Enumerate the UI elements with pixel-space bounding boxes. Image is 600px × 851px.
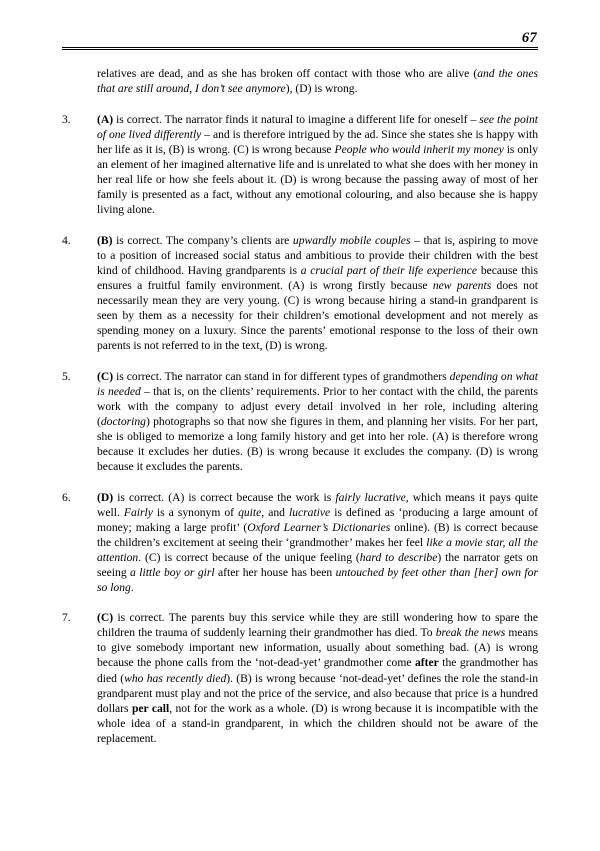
- text-run: the grandmother has died (: [97, 656, 538, 685]
- text-run: means to give somebody important new information, usually about something bad. (A) is wrong because the phone calls from the ‘not-dead-yet’ grandmother come: [97, 626, 538, 670]
- answer-explanation-item: [62, 369, 538, 474]
- answer-key-body: [62, 66, 538, 745]
- italic-phrase: Fairly: [123, 505, 153, 519]
- item-number: 5.: [62, 369, 71, 383]
- text-run: relatives are dead, and as she has broken off contact with those who are alive (: [97, 67, 478, 81]
- italic-phrase: Oxford Learner’s Dictionaries: [247, 520, 391, 534]
- italic-phrase: depending on what is needed: [97, 369, 539, 398]
- text-run: after her house has been: [214, 565, 336, 579]
- answer-explanation-item: [62, 610, 538, 745]
- text-run: is correct. The company’s clients are: [112, 233, 293, 247]
- item-text: [97, 369, 538, 474]
- text-run: is a synonym of: [152, 505, 239, 519]
- item-number: 7.: [62, 611, 71, 625]
- text-run: , which means it pays quite well.: [97, 490, 539, 519]
- text-run: – that is, on the clients’ requirements. Prior to her contact with the child, the parents work with the company to adjust every detail involved in her role, including altering (: [97, 384, 538, 428]
- header-divider-rule: [62, 47, 538, 50]
- page-content-column: [62, 0, 538, 746]
- page-number: 67: [521, 30, 537, 46]
- answer-explanation-item: [62, 233, 538, 353]
- bold-phrase: (A): [97, 112, 114, 126]
- text-run: is correct. The narrator can stand in for different types of grandmothers: [113, 369, 450, 383]
- item-number: 6.: [62, 490, 71, 504]
- text-run: is correct. The parents buy this service while they are still wondering how to spare the children the trauma of suddenly learning their grandmother has died. To: [97, 611, 538, 640]
- italic-phrase: see the point of one lived differently: [97, 112, 538, 142]
- italic-phrase: and the ones that are still around, I don’t see anymore: [97, 67, 539, 96]
- italic-phrase: People who would inherit my money: [334, 143, 504, 157]
- italic-phrase: untouched by feet other than [her] own for so long: [97, 565, 538, 594]
- bold-phrase: (D): [97, 490, 114, 504]
- text-run: .: [130, 580, 134, 594]
- answer-explanation-item: [62, 490, 538, 595]
- text-run: ) the narrator gets on seeing: [97, 550, 538, 579]
- italic-phrase: like a movie star, all the attention: [97, 535, 538, 564]
- text-run: , not for the work as a whole. (D) is wrong because it is incompatible with the whole idea of a stand-in grandparent, in which the children should not be aware of the replacement.: [97, 701, 539, 745]
- text-run: ) photographs so that now she figures in them, and planning her visits. For her part, she is obliged to memorize a long family history and get into her role. (A) is therefore wrong because it excludes her duties. (B) is wrong because it excludes the company. (D) is wrong because it excludes the parents.: [97, 414, 538, 473]
- item-number: 4.: [62, 233, 71, 247]
- italic-phrase: fairly lucrative: [335, 490, 406, 504]
- paragraph-continuation: [62, 66, 538, 96]
- item-text: [97, 610, 538, 745]
- text-run: is correct. The narrator finds it natural to imagine a different life for oneself –: [113, 112, 480, 126]
- bold-phrase: (C): [97, 611, 114, 625]
- item-number: 3.: [62, 112, 71, 126]
- italic-phrase: a crucial part of their life experience: [300, 263, 478, 277]
- text-run: is correct. (A) is correct because the work is: [113, 490, 336, 504]
- bold-phrase: per call: [131, 701, 170, 715]
- italic-phrase: lucrative: [288, 505, 331, 519]
- italic-phrase: quite: [238, 505, 262, 519]
- text-run: . (C) is correct because of the unique feeling (: [138, 550, 360, 564]
- italic-phrase: who has recently died: [124, 671, 227, 685]
- italic-phrase: doctoring: [100, 414, 146, 428]
- text-run: ), (D) is wrong.: [285, 82, 358, 96]
- bold-phrase: (C): [97, 369, 114, 383]
- item-text: [97, 112, 538, 217]
- text-run: because this ensures a fruitful family environment. (A) is wrong firstly because: [97, 263, 539, 292]
- answer-explanation-item: [62, 112, 538, 217]
- item-text: [97, 233, 538, 353]
- italic-phrase: a little boy or girl: [130, 565, 215, 579]
- text-run: online). (B) is correct because the children’s excitement at seeing their ‘grandmother’ makes her feel: [97, 520, 538, 549]
- italic-phrase: new parents: [432, 278, 492, 292]
- text-run: ). (B) is wrong because ‘not-dead-yet’ defines the role the stand-in grandparent must play and not the price of the service, and also because that price is a hundred dollars: [97, 671, 538, 715]
- text-run: , and: [261, 505, 289, 519]
- italic-phrase: break the news: [435, 626, 506, 640]
- paragraph-text: [97, 66, 538, 96]
- item-text: [97, 490, 538, 595]
- text-run: is only an element of her imagined alternative life and is unrelated to what she does with her money in her real life or how she feels about it. (D) is wrong because the passing away of most of her family is presented as a fact, without any emotional colouring, and also because she is happy living alone.: [97, 143, 538, 217]
- answer-explanation-list: [62, 112, 538, 746]
- italic-phrase: upwardly mobile couples: [292, 233, 411, 247]
- page-header: [62, 0, 538, 50]
- bold-phrase: (B): [97, 233, 113, 247]
- text-run: – and is therefore intrigued by the ad. Since she states she is happy with her life as it is, (B) is wrong. (C) is wrong because: [97, 128, 538, 157]
- text-run: is defined as ‘producing a large amount of money; making a large profit’ (: [97, 505, 538, 534]
- text-run: – that is, aspiring to move to a position of increased social status and ambitious to provide their children with the best kind of childhood. Having grandparents is: [97, 233, 538, 277]
- bold-phrase: after: [414, 656, 439, 670]
- text-run: does not necessarily mean they are very young. (C) is wrong because hiring a stand-in grandparent is seen by them as a necessity for their children’s emotional development and not merely as spending money on a luxury. Since the parents’ emotional response to the loss of their own parents is not referred to in the text, (D) is wrong.: [97, 278, 538, 353]
- italic-phrase: hard to describe: [359, 550, 438, 564]
